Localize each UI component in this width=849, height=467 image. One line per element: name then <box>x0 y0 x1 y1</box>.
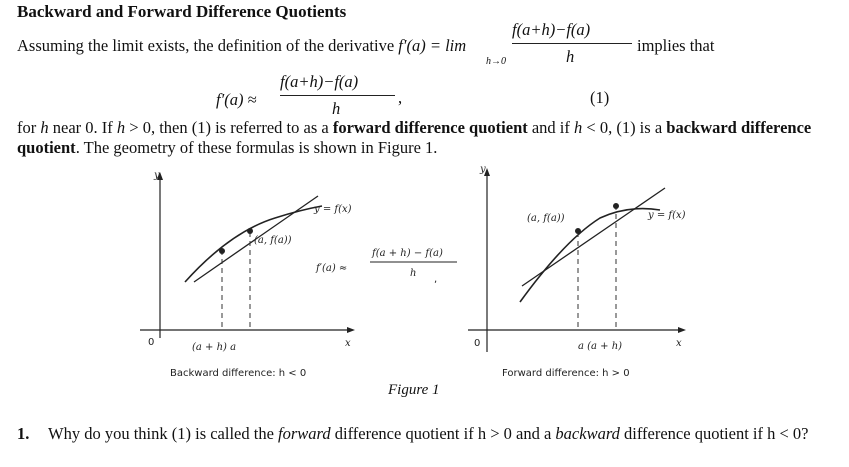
intro-numerator: f(a+h)−f(a) <box>512 20 591 39</box>
question-emphasis-forward: forward <box>278 424 331 443</box>
intro-limit-subscript: h→0 <box>486 56 506 67</box>
left-tick-labels: (a + h) a <box>192 342 237 353</box>
right-curve-label: y = f(x) <box>648 210 686 221</box>
right-origin-label: 0 <box>474 338 481 349</box>
left-panel <box>140 170 457 379</box>
equation-comma: , <box>398 88 403 107</box>
left-y-label: y <box>154 170 160 181</box>
para-text: near 0. If <box>48 118 117 137</box>
question-emphasis-backward: backward <box>555 424 620 443</box>
right-secant-line <box>522 188 665 286</box>
left-x-arrow <box>347 327 355 333</box>
left-origin-label: 0 <box>148 337 155 348</box>
figure-caption: Figure 1 <box>388 382 440 398</box>
intro-lhs: f′(a) = lim <box>398 36 467 55</box>
term-forward: forward difference quotient <box>332 118 528 137</box>
para-var: h <box>40 118 49 137</box>
left-formula-denominator: h <box>410 268 417 279</box>
left-point-a-plus-h <box>219 248 225 254</box>
equation-number: (1) <box>590 88 610 107</box>
para-var: h <box>116 118 126 137</box>
left-formula-numerator: f(a + h) − f(a) <box>372 248 443 259</box>
right-point-label: (a, f(a)) <box>527 213 565 224</box>
right-caption: Forward difference: h > 0 <box>502 368 630 379</box>
para-text: . The geometry of these formulas is shown in Figure 1. <box>75 138 438 157</box>
equation-numerator: f(a+h)−f(a) <box>280 72 359 91</box>
intro-lead: Assuming the limit exists, the definition of the derivative <box>17 36 399 55</box>
left-formula-dot: , <box>434 274 438 285</box>
left-point-a <box>247 228 253 234</box>
left-formula-lhs: f′(a) ≈ <box>316 263 348 274</box>
right-point-a-plus-h <box>613 203 619 209</box>
section-title: Backward and Forward Difference Quotients <box>17 2 347 21</box>
left-point-label: (a, f(a)) <box>254 235 292 246</box>
question-text <box>48 424 838 443</box>
equation-denominator: h <box>332 99 341 118</box>
right-x-label: x <box>676 338 682 349</box>
left-curve-label: y = f(x) <box>314 204 352 215</box>
intro-denominator: h <box>566 47 575 66</box>
para-text: for <box>17 118 41 137</box>
question-number: 1. <box>17 424 30 443</box>
right-point-a <box>575 228 581 234</box>
para-text: < 0, (1) is a <box>582 118 667 137</box>
left-x-label: x <box>345 338 351 349</box>
right-y-label: y <box>480 164 486 175</box>
para-var: h <box>574 118 583 137</box>
para-text: and if <box>527 118 575 137</box>
intro-tail: implies that <box>637 36 715 55</box>
question-part: difference quotient if h > 0 and a <box>330 424 556 443</box>
para-text: > 0, then (1) is referred to as a <box>125 118 333 137</box>
term-backward: backward difference quotient <box>17 118 812 157</box>
right-tick-labels: a (a + h) <box>578 341 623 352</box>
right-panel <box>468 164 686 379</box>
right-x-arrow <box>678 327 686 333</box>
equation-lhs: f′(a) ≈ <box>216 90 257 109</box>
question-part: difference quotient if h < 0? <box>619 424 809 443</box>
question-part: Why do you think (1) is called the <box>48 424 279 443</box>
left-caption: Backward difference: h < 0 <box>170 368 307 379</box>
